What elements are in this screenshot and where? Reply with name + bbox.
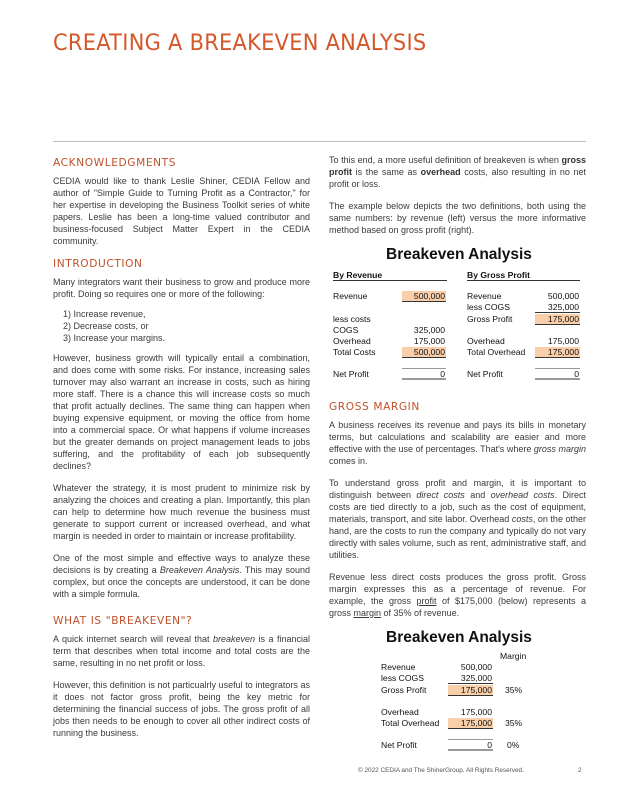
- page-number: 2: [578, 767, 582, 774]
- table1-left-net: 0: [402, 368, 446, 380]
- table2-gp-margin: 35%: [505, 685, 523, 695]
- table1-left-overhead: 175,000: [413, 336, 445, 346]
- table2-total-label: Total Overhead: [381, 718, 440, 728]
- what-p1a: A quick internet search will reveal that: [53, 634, 213, 644]
- gm-p3-underline1: profit: [416, 596, 437, 606]
- gm-p3a: Revenue less direct costs produces the gross profit. Gross margin expresses this as a percentage of revenue. For example, the gross: [329, 572, 586, 606]
- gm-p2c: . Direct costs are tied directly to a job, such as the cost of equipment, materials, transport, and site labor. Overhead: [329, 490, 586, 524]
- what-p1: [53, 633, 310, 669]
- right-p1c: is the same as: [352, 167, 421, 177]
- table1-left-cogs-label: COGS: [333, 325, 359, 335]
- what-p2: However, this definition is not particualrly useful to integrators as it does not factor gross profit, being the key metric for determining the financial success of jobs. The gross profit of all jobs then needs to be enough to cover all other indirect costs of running the business.: [53, 680, 310, 738]
- table2-net: 0: [448, 739, 493, 751]
- gm-p3-underline2: margin: [353, 608, 382, 618]
- table1-left-revenue-label: Revenue: [333, 291, 368, 301]
- table2-net-label: Net Profit: [381, 740, 417, 750]
- table1-right-cogs-label: less COGS: [467, 302, 510, 312]
- table1-right-net: 0: [535, 368, 580, 380]
- table1-left-total: 500,000: [402, 347, 446, 358]
- gm-p2b: and: [464, 490, 491, 500]
- gm-p3c: of 35% of revenue.: [381, 608, 460, 618]
- gm-p2d: , on the other hand, are the costs to run the company and typically do not vary directly with sales volume, such as rent, administrative staff, and utilities.: [329, 514, 586, 560]
- gm-p2-italic3: costs: [511, 514, 533, 524]
- gm-p2a: To understand gross profit and margin, it is important to distinguish between: [329, 478, 586, 500]
- copyright: © 2022 CEDIA and The ShinerGroup. All Rights Reserved.: [358, 767, 524, 774]
- acknowledgments-heading: ACKNOWLEDGMENTS: [53, 157, 177, 169]
- table1-right-total: 175,000: [535, 347, 580, 358]
- table1-right-net-label: Net Profit: [467, 369, 503, 379]
- right-p1-bold1: gross profit: [329, 155, 586, 177]
- introduction-heading: INTRODUCTION: [53, 258, 143, 270]
- page-title: CREATING A BREAKEVEN ANALYSIS: [53, 30, 427, 56]
- table1-title: Breakeven Analysis: [386, 246, 532, 263]
- table2-total: 175,000: [448, 718, 493, 729]
- table2-gp-label: Gross Profit: [381, 685, 427, 695]
- gross-margin-table: [329, 629, 586, 753]
- intro-p4b: . This may sound complex, but once the concepts are understood, it can be done with a simple formula.: [53, 565, 310, 599]
- right-p1-bold2: overhead: [420, 167, 461, 177]
- list-item: 2) Decrease costs, or: [63, 321, 149, 331]
- gross-margin-p3: [329, 571, 586, 619]
- table1-right-overhead-label: Overhead: [467, 336, 505, 346]
- table1-left-overhead-label: Overhead: [333, 336, 371, 346]
- table2-net-margin: 0%: [507, 740, 520, 750]
- by-revenue-header: By Revenue: [333, 270, 447, 281]
- list-item: 3) Increase your margins.: [63, 333, 166, 343]
- what-is-breakeven-heading: WHAT IS "BREAKEVEN"?: [53, 615, 193, 627]
- table2-overhead-label: Overhead: [381, 707, 419, 717]
- goals-list: [53, 308, 310, 344]
- gm-p1b: comes in.: [329, 456, 368, 466]
- breakeven-definition-p1: [329, 154, 586, 190]
- table2-title: Breakeven Analysis: [386, 629, 532, 646]
- table1-right-revenue-label: Revenue: [467, 291, 502, 301]
- table1-left-cogs: 325,000: [413, 325, 445, 335]
- breakeven-definition-p2: The example below depicts the two definitions, both using the same numbers: by revenue (left) versus the more informative method based on gross profit (right).: [329, 201, 586, 235]
- introduction-p4: [53, 552, 310, 600]
- table1-left-total-label: Total Costs: [333, 347, 376, 357]
- acknowledgments-text: CEDIA would like to thank Leslie Shiner, CEDIA Fellow and author of "Simple Guide to Turning Profit as a Contractor," for her expertise in developing the Business Toolkit series of white papers. Leslie has been a long-time valued contributor and business-focused Subject Matter Expert in the CEDIA community.: [53, 176, 310, 246]
- right-p1d: costs, also resulting in no net profit or loss.: [329, 167, 586, 189]
- gm-p2-italic1: direct costs: [416, 490, 465, 500]
- gross-margin-heading: GROSS MARGIN: [329, 401, 420, 413]
- table1-right-total-label: Total Overhead: [467, 347, 526, 357]
- list-item: 1) Increase revenue,: [63, 309, 146, 319]
- table2-revenue-label: Revenue: [381, 662, 416, 672]
- by-gross-profit-header: By Gross Profit: [467, 270, 580, 281]
- table1-right-gp-label: Gross Profit: [467, 314, 513, 324]
- table2-total-margin: 35%: [505, 718, 523, 728]
- table1-right-overhead: 175,000: [547, 336, 579, 346]
- what-p1-italic: breakeven: [212, 634, 256, 644]
- table1-right-revenue: 500,000: [547, 291, 579, 301]
- title-divider: [53, 141, 586, 142]
- introduction-p2: However, business growth will typically entail a combination, and does come with some risks. For instance, increasing sales turnover may also warrant an increase in costs, such as hiring more staff. There is a chance this will increase costs so much that profit actually declines. The same thing can happen when buying expensive equipment, or moving the office from home into a commercial space. Or what happens if volume increases but the greater demands on project management leads to jobs suffering, and the profitability of each job subsequently declines?: [53, 353, 310, 471]
- table2-revenue: 500,000: [460, 662, 492, 672]
- left-column: [53, 154, 310, 749]
- table1-left-less-costs: less costs: [333, 314, 371, 324]
- intro-p4-italic: Breakeven Analysis: [159, 565, 240, 575]
- gm-p1-italic: gross margin: [533, 444, 586, 454]
- gm-p3b: of $175,000 (below) represents a gross: [329, 596, 586, 618]
- table2-overhead: 175,000: [460, 707, 492, 717]
- what-p1b: is a financial term that describes when total income and total costs are the same, resulting in no net profit or loss.: [53, 634, 311, 668]
- table2-gp: 175,000: [448, 685, 493, 696]
- breakeven-table-comparison: [329, 246, 586, 392]
- gm-p2-italic2: overhead costs: [490, 490, 555, 500]
- table1-right-cogs: 325,000: [535, 302, 580, 313]
- table1-left-net-label: Net Profit: [333, 369, 369, 379]
- table2-cogs-label: less COGS: [381, 673, 424, 683]
- right-p1a: To this end, a more useful definition of breakeven is when: [329, 155, 562, 165]
- gross-margin-p1: [329, 419, 586, 467]
- right-column: [329, 154, 586, 753]
- introduction-p1: Many integrators want their business to grow and produce more profit. Doing so requires one or more of the following:: [53, 277, 310, 299]
- table1-left-revenue: 500,000: [402, 291, 446, 302]
- table1-right-gp: 175,000: [535, 314, 580, 325]
- intro-p4a: One of the most simple and effective ways to analyze these decisions is by creating a: [53, 553, 310, 575]
- table2-cogs: 325,000: [448, 673, 493, 684]
- introduction-p3: Whatever the strategy, it is most prudent to minimize risk by analyzing the choices and creating a plan. Importantly, this plan can help to determine how much revenue the business must generate to support current or increased overhead, and what margin is needed in order to maintain or increase profitability.: [53, 483, 310, 541]
- table2-margin-header: Margin: [500, 651, 527, 661]
- gm-p1a: A business receives its revenue and pays its bills in monetary terms, but calculations and scalability are easier and more effective with the use of percentages. That's where: [329, 420, 586, 454]
- gross-margin-p2: [329, 477, 586, 561]
